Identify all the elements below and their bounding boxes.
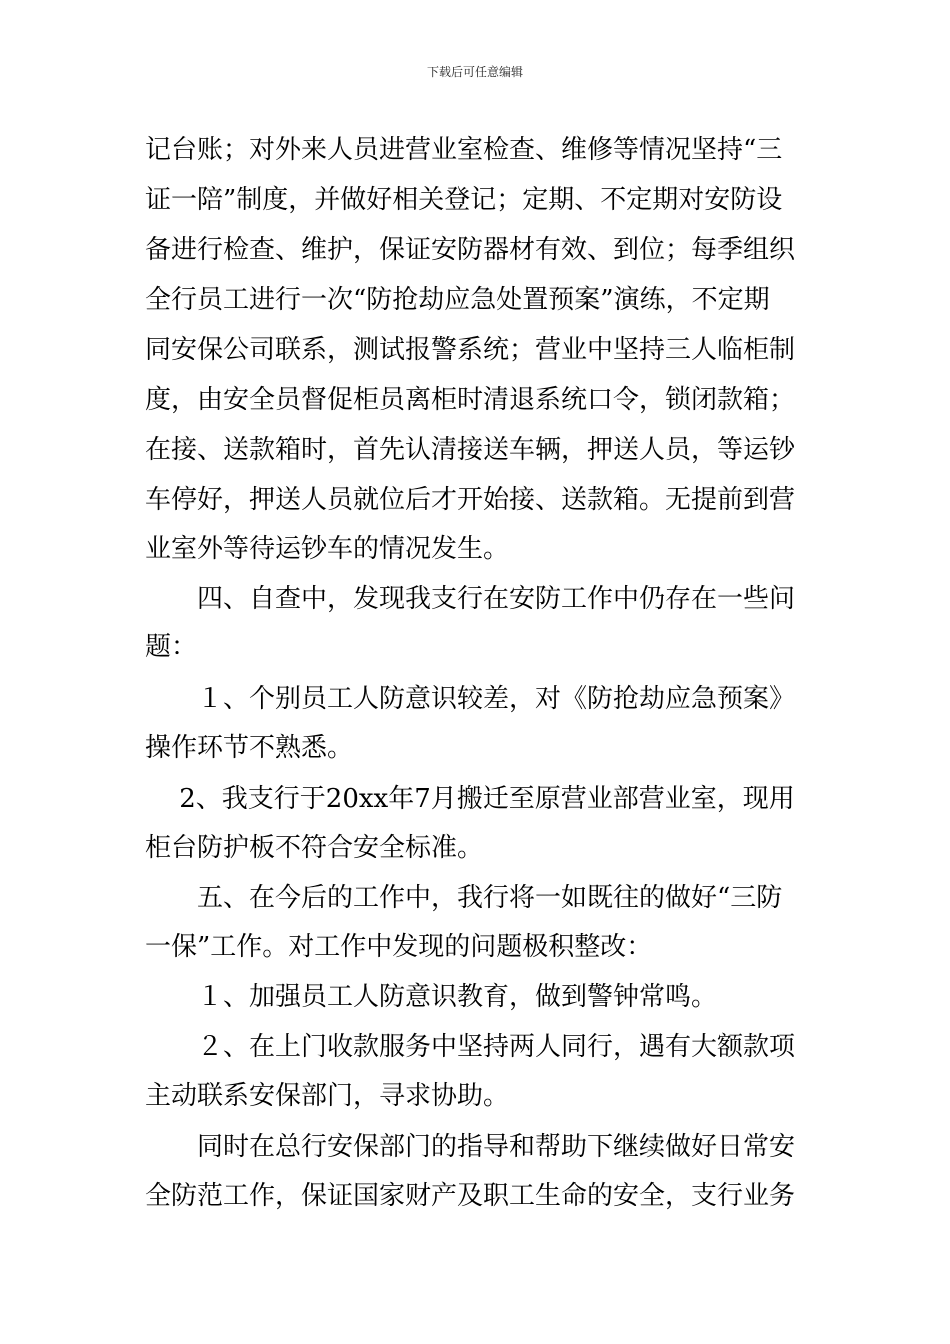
- body-line: 五、在今后的工作中，我行将一如既往的做好“三防: [145, 883, 783, 913]
- body-line: 车停好，押送人员就位后才开始接、送款箱。无提前到营: [145, 485, 796, 515]
- body-line: 四、自查中，发现我支行在安防工作中仍存在一些问: [145, 584, 796, 614]
- body-line: 同时在总行安保部门的指导和帮助下继续做好日常安: [145, 1132, 796, 1162]
- body-line: 2、我支行于20xx年7月搬迁至原营业部营业室，现用: [145, 784, 795, 814]
- body-line: ２、在上门收款服务中坚持两人同行，遇有大额款项: [145, 1032, 796, 1062]
- body-line: 记台账；对外来人员进营业室检查、维修等情况坚持“三: [145, 135, 783, 165]
- body-line: 全行员工进行一次“防抢劫应急处置预案”演练，不定期: [145, 285, 770, 315]
- body-line: 业室外等待运钞车的情况发生。: [145, 534, 510, 564]
- body-line: 度，由安全员督促柜员离柜时清退系统口令，锁闭款箱；: [145, 385, 796, 415]
- body-line: 同安保公司联系，测试报警系统；营业中坚持三人临柜制: [145, 335, 796, 365]
- body-line: 在接、送款箱时，首先认清接送车辆，押送人员，等运钞: [145, 435, 796, 465]
- body-line: 主动联系安保部门，寻求协助。: [145, 1081, 510, 1111]
- page-header: 下载后可任意编辑: [426, 65, 523, 79]
- body-line: 证一陪”制度，并做好相关登记；定期、不定期对安防设: [145, 185, 783, 215]
- body-line: 柜台防护板不符合安全标准。: [145, 833, 484, 863]
- body-line: 全防范工作，保证国家财产及职工生命的安全，支行业务: [145, 1181, 796, 1211]
- body-line: １、加强员工人防意识教育，做到警钟常鸣。: [145, 982, 718, 1012]
- body-line: 一保”工作。对工作中发现的问题极积整改：: [145, 932, 653, 962]
- body-line: 题：: [145, 632, 198, 662]
- body-line: １、个别员工人防意识较差，对《防抢劫应急预案》: [145, 684, 796, 714]
- body-line: 备进行检查、维护，保证安防器材有效、到位；每季组织: [145, 235, 796, 265]
- body-line: 操作环节不熟悉。: [145, 733, 354, 763]
